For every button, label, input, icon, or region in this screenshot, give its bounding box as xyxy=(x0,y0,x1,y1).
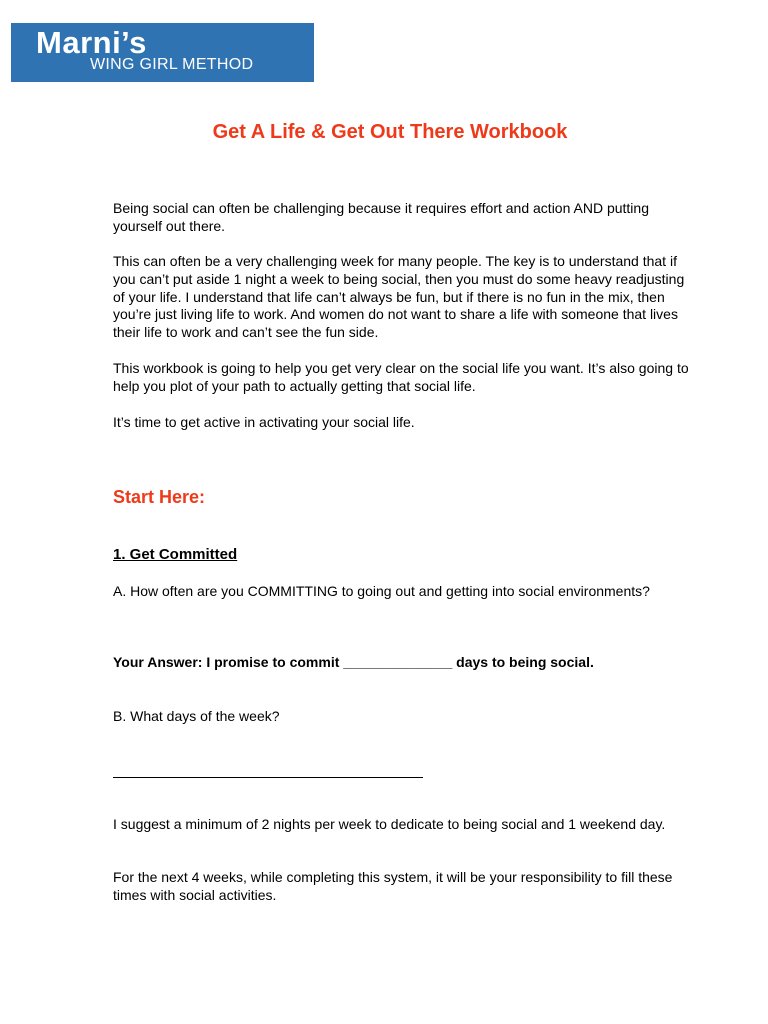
logo-main-text: Marni’s xyxy=(36,25,147,60)
responsibility-paragraph: For the next 4 weeks, while completing this system, it will be your responsibility to fill these times with social activities. xyxy=(113,869,673,903)
answer-b-blank-line xyxy=(113,777,423,778)
answer-a: Your Answer: I promise to commit ______________ days to being social. xyxy=(113,654,594,670)
start-heading: Start Here: xyxy=(113,487,206,507)
suggestion-paragraph: I suggest a minimum of 2 nights per week to dedicate to being social and 1 weekend day. xyxy=(113,816,666,832)
question-a: A. How often are you COMMITTING to going out and getting into social environments? xyxy=(113,583,650,599)
question-b: B. What days of the week? xyxy=(113,708,280,724)
intro-paragraph-1: Being social can often be challenging because it requires effort and action AND putting yourself out there. xyxy=(113,200,649,234)
intro-paragraph-4: It’s time to get active in activating your social life. xyxy=(113,414,415,430)
logo-sub-text: WING GIRL METHOD xyxy=(90,56,254,73)
intro-paragraph-3: This workbook is going to help you get very clear on the social life you want. It’s also going to help you plot of your path to actually getting that social life. xyxy=(113,360,689,394)
page-title: Get A Life & Get Out There Workbook xyxy=(212,121,568,143)
intro-paragraph-2: This can often be a very challenging week for many people. The key is to understand that if you can’t put aside 1 night a week to being social, then you must do some heavy readjusting of your life. I understand that life can’t always be fun, but if there is no fun in the mix, then you’re just living life to work. And women do not want to share a life with someone that lives their life to work and can’t see the fun side. xyxy=(113,253,685,341)
logo xyxy=(11,23,314,82)
section-heading-get-committed: 1. Get Committed xyxy=(113,546,238,563)
